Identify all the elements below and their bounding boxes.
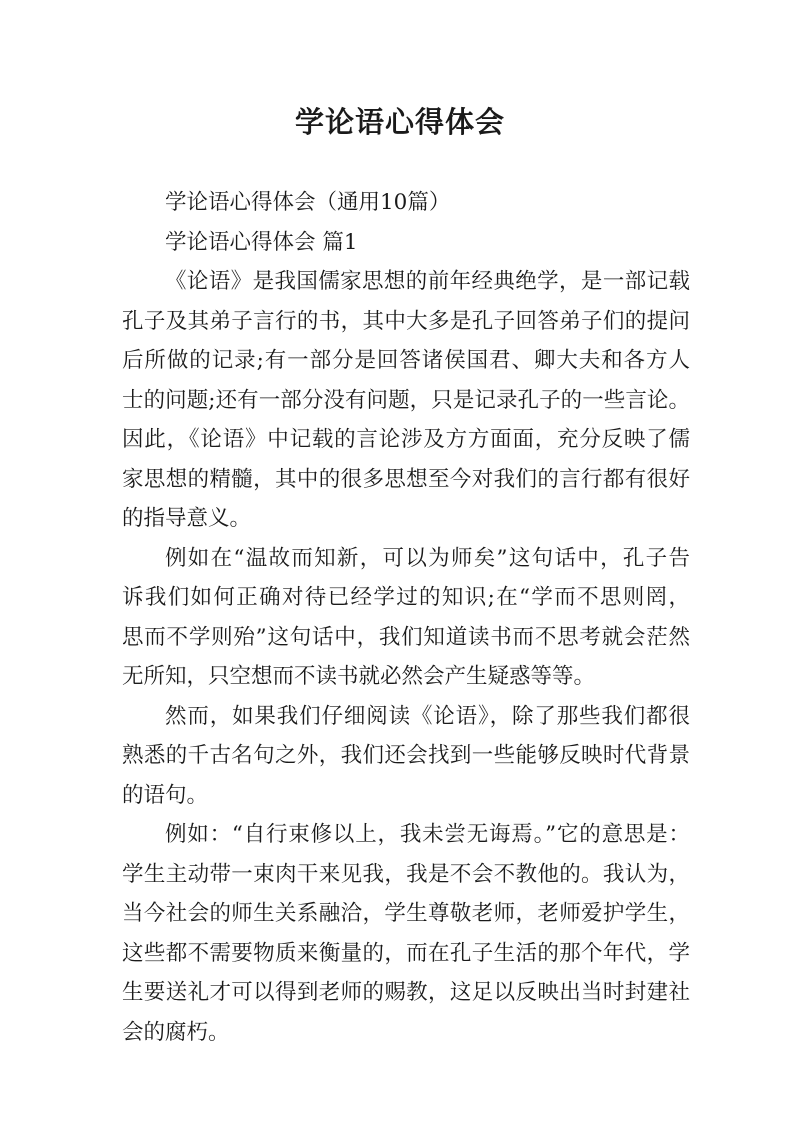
section-heading: 学论语心得体会 篇1: [165, 229, 358, 255]
paragraph-2: [122, 539, 690, 697]
document-subtitle: 学论语心得体会（通用10篇）: [165, 190, 451, 215]
paragraph-line: 的指导意义。: [122, 506, 252, 531]
paragraph-4: [122, 815, 690, 1052]
paragraph-line: 当今社会的师生关系融洽，学生尊敬老师，老师爱护学生，: [122, 901, 690, 926]
paragraph-line: 无所知，只空想而不读书就必然会产生疑惑等等。: [122, 664, 596, 689]
paragraph-line: 《论语》是我国儒家思想的前年经典绝学，是一部记载: [165, 269, 690, 294]
document-title: 学论语心得体会: [294, 105, 505, 139]
paragraph-line: 诉我们如何正确对待已经学过的知识;在“学而不思则罔，: [122, 585, 690, 610]
paragraph-line: 这些都不需要物质来衡量的，而在孔子生活的那个年代，学: [122, 940, 690, 966]
paragraph-line: 生要送礼才可以得到老师的赐教，这足以反映出当时封建社: [122, 980, 690, 1005]
paragraph-line: 熟悉的千古名句之外，我们还会找到一些能够反映时代背景: [122, 743, 690, 768]
paragraph-line: 后所做的记录;有一部分是回答诸侯国君、卿大夫和各方人: [122, 348, 690, 373]
document-body: [122, 183, 690, 1052]
paragraph-line: 家思想的精髓，其中的很多思想至今对我们的言行都有很好: [122, 466, 690, 492]
paragraph-line: 的语句。: [122, 782, 209, 808]
paragraph-line: 学生主动带一束肉干来见我，我是不会不教他的。我认为，: [122, 861, 690, 887]
paragraph-line: 然而，如果我们仔细阅读《论语》，除了那些我们都很: [165, 703, 690, 729]
paragraph-line: 例如在“温故而知新，可以为师矣”这句话中，孔子告: [165, 545, 690, 571]
paragraph-line: 思而不学则殆”这句话中，我们知道读书而不思考就会茫然: [122, 624, 690, 650]
paragraph-line: 会的腐朽。: [122, 1019, 230, 1045]
paragraph-line: 例如：“自行束修以上，我未尝无诲焉。”它的意思是：: [165, 822, 690, 847]
paragraph-1: [122, 262, 690, 539]
paragraph-line: 孔子及其弟子言行的书，其中大多是孔子回答弟子们的提问: [122, 308, 690, 334]
paragraph-line: 因此，《论语》中记载的言论涉及方方面面，充分反映了儒: [122, 427, 690, 452]
paragraph-3: [122, 697, 690, 816]
paragraph-line: 士的问题;还有一部分没有问题，只是记录孔子的一些言论。: [122, 387, 690, 413]
